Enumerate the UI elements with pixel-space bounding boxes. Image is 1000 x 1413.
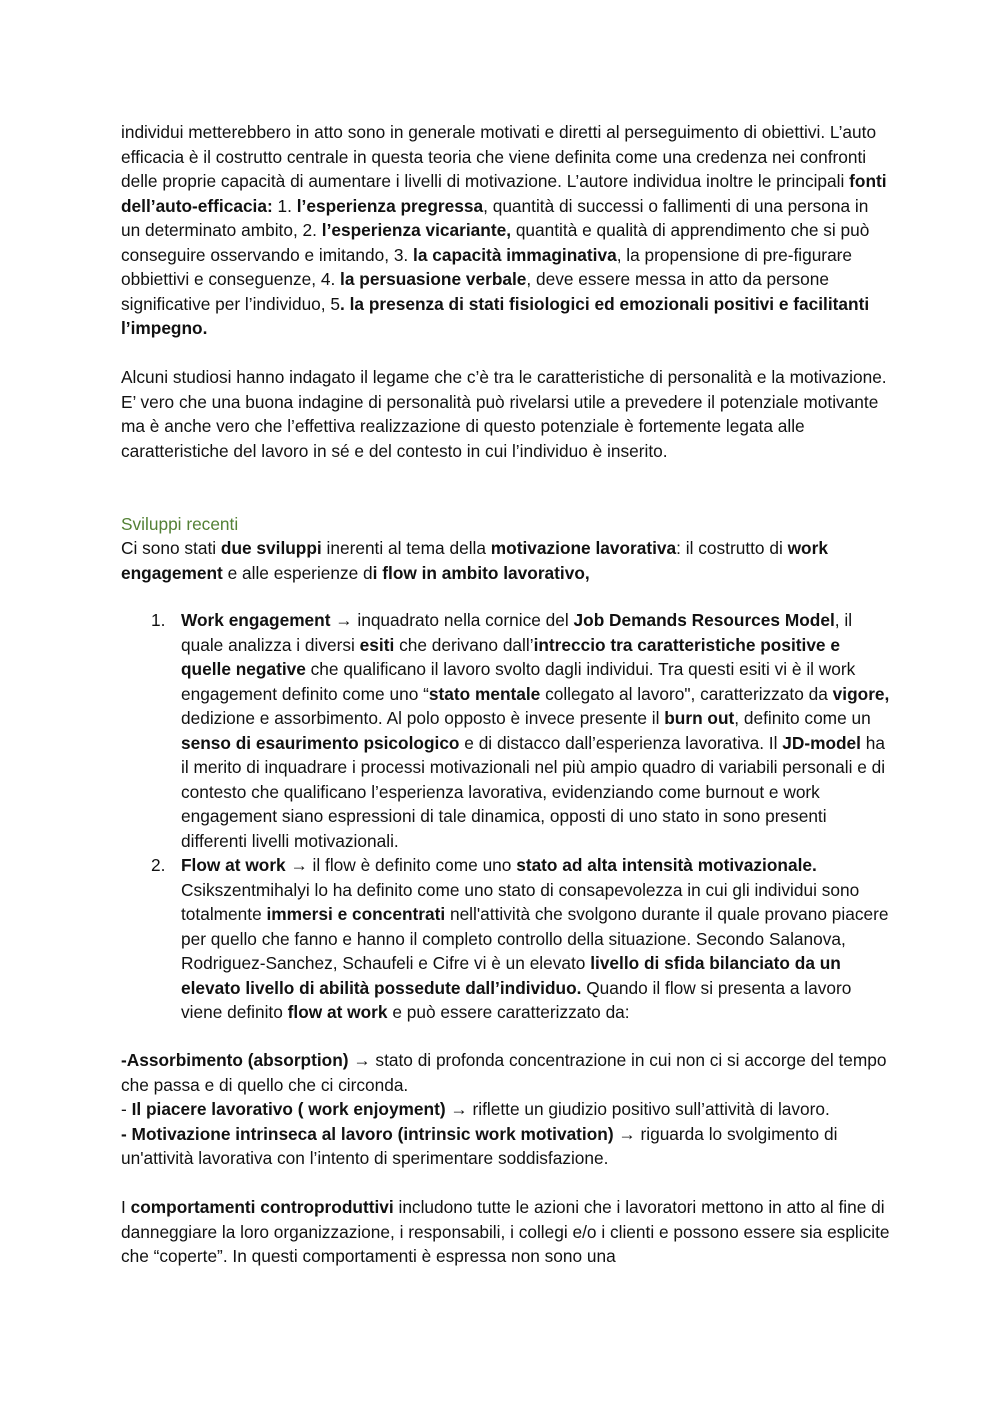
paragraph-flow-components xyxy=(121,1048,891,1171)
bold-text: stato ad alta intensità motivazionale. xyxy=(516,855,817,875)
section-heading: Sviluppi recenti xyxy=(121,514,239,534)
text-run: → riflette un giudizio positivo sull’attività di lavoro. xyxy=(445,1099,830,1119)
text-run: e può essere caratterizzato da: xyxy=(387,1002,630,1022)
bold-text: Job Demands Resources Model xyxy=(573,610,835,630)
numbered-list xyxy=(121,608,891,1025)
bold-text: due sviluppi xyxy=(220,538,322,558)
paragraph-counterproductive xyxy=(121,1195,891,1269)
bold-text: . la presenza di stati fisiologici ed emozionali positivi e facilitanti l’impegno. xyxy=(121,293,870,338)
paragraph-self-efficacy xyxy=(121,120,891,341)
bold-text: Work engagement xyxy=(181,610,331,630)
bold-text: livello di sfida bilanciato da un elevato livello di abilità possedute dall’individuo. xyxy=(181,953,841,998)
text-run: , la propensione di pre-figurare obbiettivi e conseguenze, 4. xyxy=(121,244,853,289)
list-item xyxy=(121,853,891,1025)
text-run: quantità e qualità di apprendimento che si può conseguire osservando e imitando, 3. xyxy=(121,220,870,265)
bold-text: fonti dell’auto-efficacia: xyxy=(121,171,887,216)
text-run: nell'attività che svolgono durante il quale provano piacere per quello che fanno e hanno il completo controllo della situazione. Secondo Salanova, Rodriguez-Sanchez, Schaufeli e Cifre vi è un elevato xyxy=(181,904,889,973)
text-run: e alle esperienze d xyxy=(222,562,373,583)
bold-text: motivazione lavorativa xyxy=(490,538,677,558)
text-run: e di distacco dall’esperienza lavorativa. Il xyxy=(459,732,783,753)
text-run: → riguarda lo svolgimento di un'attività lavorativa con l’intento di sperimentare soddisfazione. xyxy=(121,1123,838,1168)
bold-text: - Motivazione intrinseca al lavoro (intrinsic work motivation) xyxy=(121,1123,614,1144)
text-run: Alcuni studiosi hanno indagato il legame che c’è tra le caratteristiche di personalità e la motivazione. E’ vero che una buona indagine di personalità può rivelarsi utile a prevedere il potenziale motivante ma è anche vero che l’effettiva realizzazione di questo potenziale è fortemente legata alle caratteristiche del lavoro in sé e del contesto in cui l’individuo è inserito. xyxy=(121,367,887,461)
bold-text: l’esperienza pregressa xyxy=(296,195,484,216)
text-run: , quantità di successi o fallimenti di una persona in un determinato ambito, 2. xyxy=(121,195,869,240)
text-run: → inquadrato nella cornice del xyxy=(330,610,574,630)
list-item xyxy=(121,608,891,853)
bold-text: comportamenti controproduttivi xyxy=(130,1197,394,1217)
bold-text: Il piacere lavorativo ( work enjoyment) xyxy=(131,1099,446,1119)
list-number: 2. xyxy=(151,855,166,875)
text-run: , il quale analizza i diversi xyxy=(181,610,853,655)
text-run: - xyxy=(121,1099,132,1119)
bold-text: work engagement xyxy=(121,538,828,583)
text-run: individui metterebbero in atto sono in generale motivati e diretti al perseguimento di obiettivi. L’auto efficacia è il costrutto centrale in questa teoria che viene definita come una credenza nei confronti delle proprie capacità di aumentare i livelli di motivazione. L’autore individua inoltre le principali xyxy=(121,122,877,191)
text-run: I xyxy=(121,1197,131,1217)
text-run: inerenti al tema della xyxy=(321,538,491,558)
bold-text: i flow in ambito lavorativo, xyxy=(372,562,590,583)
bold-text: esiti xyxy=(359,634,395,655)
text-run: Csikszentmihalyi lo ha definito come uno stato di consapevolezza in cui gli individui sono totalmente xyxy=(181,879,860,924)
bold-text: flow at work xyxy=(287,1002,388,1022)
text-run: 1. xyxy=(272,195,297,216)
list-item-text xyxy=(181,610,889,851)
bold-text: la persuasione verbale xyxy=(340,269,527,289)
text-run: → stato di profonda concentrazione in cui non ci si accorge del tempo che passa e di quello che ci circonda. xyxy=(121,1050,887,1095)
bold-text: -Assorbimento (absorption) xyxy=(121,1050,349,1070)
bold-text: vigore, xyxy=(832,683,890,704)
bold-text: burn out xyxy=(664,708,735,728)
text-run: che qualificano il lavoro svolto dagli individui. Tra questi esiti vi è il work engagement definito come uno “ xyxy=(181,659,856,704)
text-run: includono tutte le azioni che i lavoratori mettono in atto al fine di danneggiare la loro organizzazione, i responsabili, i collegi e/o i clienti e possono essere sia esplicite che “coperte”. In questi comportamenti è espressa non sono una xyxy=(121,1197,890,1266)
text-run: ha il merito di inquadrare i processi motivazionali nel più ampio quadro di variabili personali e di contesto che qualificano l’esperienza lavorativa, evidenziando come burnout e work engagement siano espressioni di tale dinamica, opposti di uno stato in sono presenti differenti livelli motivazionali. xyxy=(181,732,886,851)
bold-text: immersi e concentrati xyxy=(266,904,446,924)
bold-text: l’esperienza vicariante, xyxy=(321,220,512,240)
text-run: → il flow è definito come uno xyxy=(285,855,517,875)
bold-text: intreccio tra caratteristiche positive e quelle negative xyxy=(181,634,840,679)
bold-text: la capacità immaginativa xyxy=(413,244,617,265)
list-item-text xyxy=(181,855,888,1022)
text-run: dedizione e assorbimento. Al polo opposto è invece presente il xyxy=(181,708,665,728)
text-run: collegato al lavoro", caratterizzato da xyxy=(540,683,833,704)
text-run: Ci sono stati xyxy=(121,538,221,558)
paragraph-recent-developments xyxy=(121,536,891,585)
text-run: : il costrutto di xyxy=(676,538,788,558)
text-run: Quando il flow si presenta a lavoro viene definito xyxy=(181,977,852,1022)
bold-text: Flow at work xyxy=(181,855,286,875)
list-number: 1. xyxy=(151,610,166,630)
text-run: , deve essere messa in atto da persone significative per l’individuo, 5 xyxy=(121,269,830,314)
bold-text: stato mentale xyxy=(428,683,541,704)
text-run: che derivano dall’ xyxy=(394,634,534,655)
text-run: , definito come un xyxy=(734,708,871,728)
bold-text: senso di esaurimento psicologico xyxy=(181,732,460,753)
bold-text: JD-model xyxy=(782,732,861,753)
paragraph-personality xyxy=(121,365,891,463)
